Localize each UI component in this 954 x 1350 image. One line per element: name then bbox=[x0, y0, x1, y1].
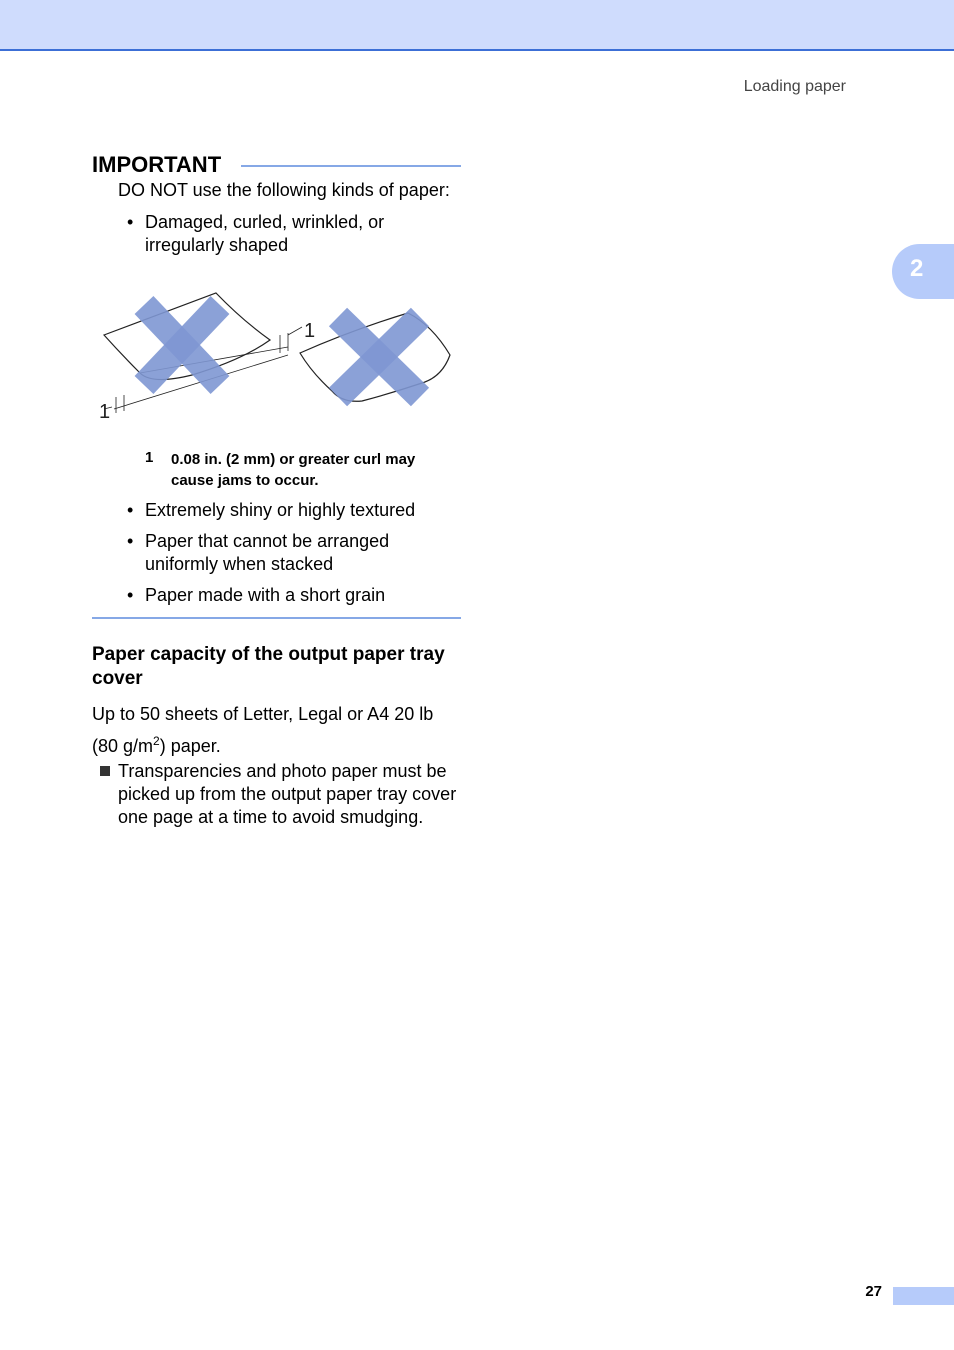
callout-leader bbox=[288, 327, 302, 335]
header-band bbox=[0, 0, 954, 51]
square-bullet-icon bbox=[100, 766, 110, 776]
footnote-text: 0.08 in. (2 mm) or greater curl may cause jams to occur. bbox=[171, 451, 416, 489]
bullet-dot: • bbox=[127, 212, 134, 232]
capacity-body-text: Up to 50 sheets of Letter, Legal or A4 20 lb (80 g/m bbox=[92, 704, 434, 756]
bullet-dot: • bbox=[127, 531, 134, 551]
footnote-number: 1 bbox=[145, 449, 154, 466]
footer-tab bbox=[893, 1287, 954, 1305]
curled-paper-figure bbox=[92, 285, 472, 425]
capacity-body-end: ) paper. bbox=[159, 736, 221, 756]
chapter-tab bbox=[892, 244, 954, 299]
bullet-damaged: Damaged, curled, wrinkled, or irregularly shaped bbox=[145, 212, 385, 255]
bullet-stacked: Paper that cannot be arranged uniformly when stacked bbox=[145, 531, 390, 574]
callout-right: 1 bbox=[304, 320, 316, 342]
chapter-number: 2 bbox=[910, 255, 924, 282]
curl-dimension-mark bbox=[280, 333, 288, 353]
running-header: Loading paper bbox=[743, 78, 846, 95]
important-heading: IMPORTANT bbox=[92, 152, 222, 177]
page-number: 27 bbox=[865, 1283, 882, 1300]
important-top-rule bbox=[241, 165, 461, 167]
bullet-dot: • bbox=[127, 500, 134, 520]
important-intro: DO NOT use the following kinds of paper: bbox=[118, 180, 450, 200]
section-title: Paper capacity of the output paper tray cover bbox=[92, 644, 445, 689]
important-bottom-rule bbox=[92, 617, 461, 619]
bullet-shiny: Extremely shiny or highly textured bbox=[145, 500, 416, 520]
superscript: 2 bbox=[153, 734, 160, 748]
bullet-short-grain: Paper made with a short grain bbox=[145, 585, 386, 605]
transparency-note: Transparencies and photo paper must be picked up from the output paper tray cover one page at a time to avoid smudging. bbox=[118, 761, 457, 827]
callout-left: 1 bbox=[99, 401, 111, 423]
bullet-dot: • bbox=[127, 585, 134, 605]
capacity-body bbox=[92, 701, 462, 760]
curl-dimension-mark bbox=[116, 395, 124, 413]
